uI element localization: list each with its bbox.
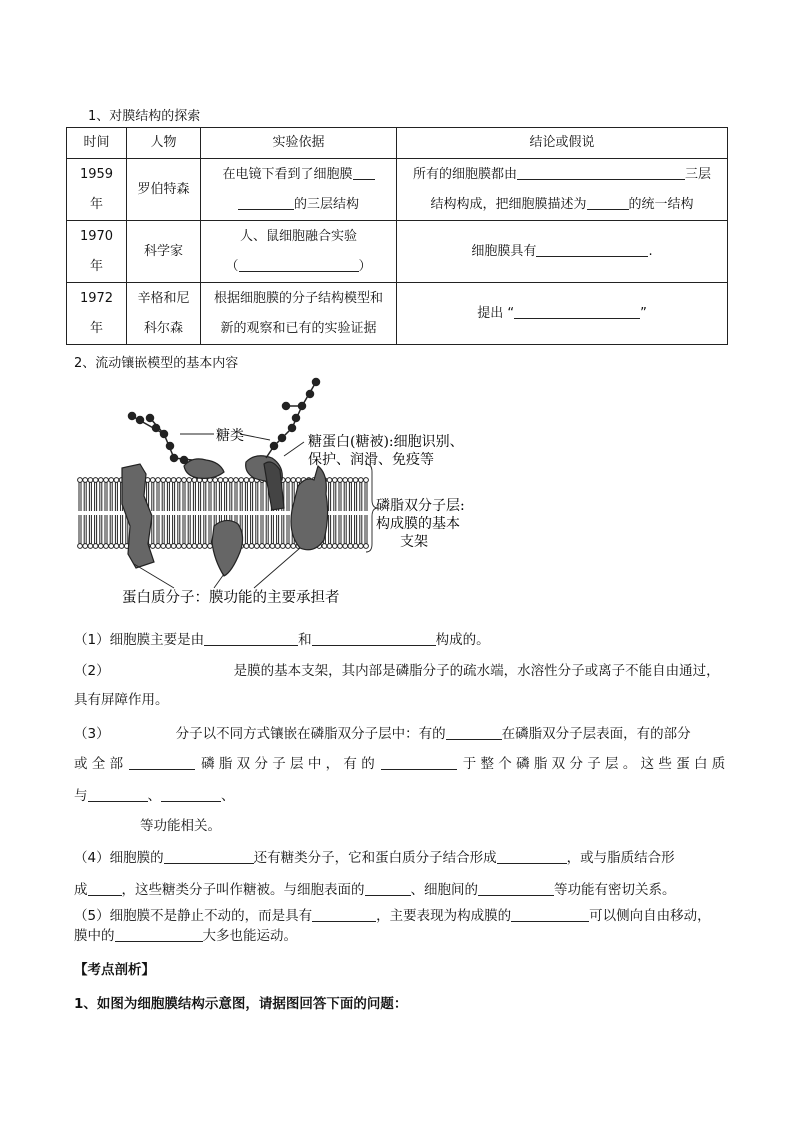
- lipid-head: [109, 478, 114, 483]
- cell-person: 罗伯特森: [127, 159, 201, 221]
- cell-evidence: [201, 159, 397, 221]
- conclusion-text: 提出 “: [477, 305, 515, 321]
- question-2: [74, 659, 720, 679]
- lipid-head: [109, 544, 114, 549]
- lipid-tail: [199, 515, 201, 544]
- blank: [238, 195, 294, 210]
- lipid-head: [150, 544, 155, 549]
- blank: [446, 725, 502, 740]
- lipid-head: [171, 544, 176, 549]
- lipid-tail: [365, 482, 367, 511]
- lipid-tail: [261, 515, 263, 544]
- blank: [381, 755, 457, 770]
- lipid-head: [83, 544, 88, 549]
- q-text: 分子以不同方式镶嵌在磷脂双分子层中：有的: [175, 726, 446, 742]
- q-text: ，主要表现为构成膜的: [376, 908, 512, 924]
- q-text: 、: [147, 788, 161, 804]
- lipid-head: [208, 544, 213, 549]
- lipid-head: [218, 478, 223, 483]
- lipid-tail: [100, 515, 102, 544]
- lipid-head: [296, 478, 301, 483]
- lipid-head: [156, 478, 161, 483]
- lipid-head: [260, 544, 265, 549]
- blank: [536, 242, 648, 257]
- lipid-tail: [204, 482, 206, 511]
- blank: [478, 881, 554, 896]
- lipid-head: [343, 478, 348, 483]
- lipid-tail: [287, 515, 289, 544]
- lipid-head: [322, 544, 327, 549]
- q-text: 大多也能运动。: [202, 928, 297, 944]
- question-4: [74, 846, 675, 866]
- blank: [239, 257, 359, 272]
- lipid-head: [338, 478, 343, 483]
- lipid-head: [364, 544, 369, 549]
- header-person: 人物: [127, 128, 201, 159]
- lipid-tail: [115, 482, 117, 511]
- lipid-head: [104, 478, 109, 483]
- label-protein: 蛋白质分子：膜功能的主要承担者: [122, 590, 340, 606]
- lipid-tail: [183, 482, 185, 511]
- lipid-tail: [79, 515, 81, 544]
- lipid-tail: [334, 482, 336, 511]
- lipid-tail: [209, 482, 211, 511]
- cell-person: [127, 283, 201, 345]
- evidence-text: 在电镜下看到了细胞膜: [222, 166, 353, 182]
- lipid-tail: [360, 482, 362, 511]
- lipid-head: [202, 544, 207, 549]
- q-text: （5）细胞膜不是静止不动的，而是具有: [74, 908, 313, 924]
- lipid-tail: [282, 515, 284, 544]
- lipid-head: [239, 478, 244, 483]
- protein-transmembrane-left: [122, 464, 154, 568]
- evidence-text: 人、鼠细胞融合实验: [239, 228, 357, 244]
- q-text: 与: [74, 788, 88, 804]
- q-text: 等功能有密切关系。: [554, 882, 676, 898]
- lipid-tail: [89, 482, 91, 511]
- q-text: 构成的。: [435, 632, 490, 648]
- blank: [129, 755, 195, 770]
- lipid-tail: [209, 515, 211, 544]
- lipid-head: [280, 544, 285, 549]
- evidence-text: 根据细胞膜的分子结构模型和: [213, 290, 383, 306]
- lipid-tail: [105, 515, 107, 544]
- question-1: [74, 628, 490, 648]
- lipid-tail: [365, 515, 367, 544]
- blank: [517, 165, 685, 180]
- blank: [204, 631, 298, 646]
- sugar-chain-left: [129, 413, 193, 464]
- lipid-tail: [178, 515, 180, 544]
- lipid-tail: [183, 515, 185, 544]
- conclusion-text: 三层: [685, 166, 712, 182]
- lipid-head: [104, 544, 109, 549]
- lipid-head: [150, 478, 155, 483]
- label-sugar: 糖类: [216, 428, 244, 444]
- question-5: [74, 904, 711, 924]
- lipid-head: [182, 478, 187, 483]
- lipid-head: [171, 478, 176, 483]
- lipid-head: [187, 478, 192, 483]
- lipid-tail: [344, 482, 346, 511]
- blank: [511, 907, 589, 922]
- lipid-head: [286, 544, 291, 549]
- lipid-head: [228, 478, 233, 483]
- lipid-head: [353, 544, 358, 549]
- evidence-text: 的三层结构: [293, 196, 359, 212]
- lipid-tail: [173, 482, 175, 511]
- lipid-tail: [115, 515, 117, 544]
- blank: [497, 849, 567, 864]
- lipid-tail: [162, 515, 164, 544]
- question-4-line2: [74, 878, 676, 898]
- question-3: [74, 722, 691, 742]
- lipid-tail: [95, 482, 97, 511]
- conclusion-text: 的统一结构: [628, 196, 694, 212]
- lipid-head: [244, 544, 249, 549]
- lipid-head: [338, 544, 343, 549]
- lipid-head: [166, 544, 171, 549]
- lipid-tail: [167, 515, 169, 544]
- question-5-line2: [74, 924, 297, 944]
- q-text: （1）细胞膜主要是由: [74, 632, 205, 648]
- lipid-tail: [193, 482, 195, 511]
- lipid-tail: [271, 515, 273, 544]
- lipid-head: [176, 544, 181, 549]
- q-text: 还有糖类分子，它和蛋白质分子结合形成: [253, 850, 497, 866]
- q-text: （2）: [74, 663, 110, 679]
- lipid-head: [182, 544, 187, 549]
- protein-surface-small: [184, 459, 224, 479]
- lipid-tail: [245, 482, 247, 511]
- lipid-tail: [355, 482, 357, 511]
- analysis-title: 【考点剖析】: [74, 962, 155, 978]
- blank: [164, 849, 254, 864]
- lipid-head: [156, 544, 161, 549]
- table-header-row: [67, 128, 728, 159]
- q-text: （3）: [74, 726, 110, 742]
- lipid-tail: [240, 482, 242, 511]
- evidence-text: 新的观察和已有的实验证据: [220, 320, 377, 336]
- q-text: 于 整 个 磷 脂 双 分 子 层 。 这 些 蛋 白 质: [462, 756, 726, 772]
- lipid-tail: [339, 515, 341, 544]
- lipid-tail: [79, 482, 81, 511]
- lipid-head: [93, 544, 98, 549]
- blank: [88, 881, 122, 896]
- q-text: 在磷脂双分子层表面，有的部分: [501, 726, 691, 742]
- lipid-tail: [355, 515, 357, 544]
- person-line: 辛格和尼: [137, 290, 190, 306]
- lipid-tail: [89, 515, 91, 544]
- lipid-head: [275, 544, 280, 549]
- lipid-tail: [188, 482, 190, 511]
- lipid-head: [192, 544, 197, 549]
- table-row: [67, 159, 728, 221]
- cell-conclusion: [397, 159, 728, 221]
- section-title-membrane-exploration: 1、对膜结构的探索: [88, 109, 201, 124]
- lipid-head: [244, 478, 249, 483]
- lipid-tail: [173, 515, 175, 544]
- lipid-tail: [214, 482, 216, 511]
- lipid-head: [254, 544, 259, 549]
- lipid-tail: [157, 515, 159, 544]
- lipid-tail: [277, 515, 279, 544]
- lipid-head: [332, 478, 337, 483]
- lipid-tail: [334, 515, 336, 544]
- lipid-tail: [349, 482, 351, 511]
- exploration-table: [66, 127, 728, 345]
- lipid-head: [332, 544, 337, 549]
- lipid-tail: [251, 515, 253, 544]
- lipid-head: [161, 478, 166, 483]
- lipid-tail: [344, 515, 346, 544]
- protein-inner: [212, 520, 243, 576]
- label-glycoprotein-1: 糖蛋白(糖被):细胞识别、: [308, 434, 464, 450]
- lipid-head: [327, 544, 332, 549]
- q-text: 成: [74, 882, 88, 898]
- lipid-tail: [339, 482, 341, 511]
- q-text: 膜中的: [74, 928, 115, 944]
- lipid-head: [348, 478, 353, 483]
- lipid-head: [88, 478, 93, 483]
- lipid-head: [114, 478, 119, 483]
- table-row: [67, 221, 728, 283]
- lipid-tail: [225, 482, 227, 511]
- q-text: （4）细胞膜的: [74, 850, 164, 866]
- label-glycoprotein-2: 保护、润滑、免疫等: [308, 452, 434, 468]
- cell-evidence: [201, 221, 397, 283]
- lipid-tail: [360, 515, 362, 544]
- header-evidence: 实验依据: [201, 128, 397, 159]
- lipid-head: [166, 478, 171, 483]
- blank: [312, 631, 436, 646]
- lipid-tail: [95, 515, 97, 544]
- analysis-question-1: [74, 992, 407, 1012]
- q-text: 、细胞间的: [410, 882, 478, 898]
- lipid-tail: [256, 482, 258, 511]
- cell-person: 科学家: [127, 221, 201, 283]
- paren-close: ）: [358, 258, 372, 274]
- lipid-tail: [261, 482, 263, 511]
- lipid-head: [265, 544, 270, 549]
- lipid-head: [291, 544, 296, 549]
- header-conclusion: 结论或假说: [397, 128, 728, 159]
- lipid-tail: [110, 515, 112, 544]
- paren-open: （: [225, 258, 239, 274]
- lipid-head: [176, 478, 181, 483]
- lipid-head: [213, 478, 218, 483]
- lipid-head: [78, 478, 83, 483]
- label-lipid-2: 构成膜的基本: [376, 516, 460, 532]
- blank: [365, 881, 411, 896]
- lipid-tail: [188, 515, 190, 544]
- period: .: [648, 243, 653, 259]
- blank: [353, 165, 375, 180]
- q-text: 可以侧向自由移动，: [589, 908, 711, 924]
- lipid-tail: [84, 482, 86, 511]
- lipid-head: [358, 544, 363, 549]
- q-text: 和: [298, 632, 312, 648]
- conclusion-text: 结构构成，把细胞膜描述为: [430, 196, 587, 212]
- lipid-head: [161, 544, 166, 549]
- lipid-tail: [100, 482, 102, 511]
- blank: [88, 787, 148, 802]
- blank: [514, 304, 640, 319]
- lipid-tail: [110, 482, 112, 511]
- table-row: [67, 283, 728, 345]
- person-line: 科尔森: [143, 320, 183, 336]
- question-3-line2: [74, 752, 725, 772]
- lipid-tail: [266, 515, 268, 544]
- lipid-tail: [287, 482, 289, 511]
- q-text: 、: [221, 788, 235, 804]
- lipid-tail: [84, 515, 86, 544]
- q-text: 是膜的基本支架，其内部是磷脂分子的疏水端，水溶性分子或离子不能自由通过，: [233, 663, 720, 679]
- lipid-tail: [329, 515, 331, 544]
- lipid-head: [98, 544, 103, 549]
- lipid-head: [192, 478, 197, 483]
- lipid-tail: [256, 515, 258, 544]
- blank: [115, 927, 203, 942]
- lipid-tail: [251, 482, 253, 511]
- quote-close: ”: [640, 305, 647, 321]
- label-lipid-3: 支架: [400, 534, 428, 550]
- lipid-head: [119, 544, 124, 549]
- lipid-head: [364, 478, 369, 483]
- blank: [161, 787, 221, 802]
- blank: [312, 907, 376, 922]
- conclusion-text: 所有的细胞膜都由: [412, 166, 517, 182]
- lipid-head: [291, 478, 296, 483]
- cell-conclusion: [397, 221, 728, 283]
- lipid-head: [114, 544, 119, 549]
- lipid-head: [197, 544, 202, 549]
- cell-conclusion: [397, 283, 728, 345]
- lipid-head: [88, 544, 93, 549]
- lipid-tail: [329, 482, 331, 511]
- lipid-tail: [349, 515, 351, 544]
- question-3-line4: 等功能相关。: [140, 818, 221, 834]
- header-time: 时间: [67, 128, 127, 159]
- q-text: 磷 脂 双 分 子 层 中 ， 有 的: [201, 756, 375, 772]
- lipid-tail: [245, 515, 247, 544]
- membrane-diagram: [74, 376, 504, 612]
- lipid-head: [249, 544, 254, 549]
- lipid-tail: [219, 482, 221, 511]
- q-text: 或 全 部: [74, 756, 124, 772]
- lipid-head: [358, 478, 363, 483]
- lipid-tail: [199, 482, 201, 511]
- lipid-tail: [157, 482, 159, 511]
- blank: [587, 195, 629, 210]
- lipid-head: [353, 478, 358, 483]
- lipid-head: [327, 478, 332, 483]
- lipid-head: [348, 544, 353, 549]
- lipid-tail: [162, 482, 164, 511]
- lipid-tail: [152, 482, 154, 511]
- lipid-tail: [204, 515, 206, 544]
- q-text: ，这些糖类分子叫作糖被。与细胞表面的: [121, 882, 365, 898]
- lipid-head: [78, 544, 83, 549]
- question-2-cont: 具有屏障作用。: [74, 692, 169, 708]
- lipid-tail: [167, 482, 169, 511]
- lipid-tail: [193, 515, 195, 544]
- cell-time: 1972 年: [67, 283, 127, 345]
- lipid-head: [98, 478, 103, 483]
- lipid-head: [234, 478, 239, 483]
- lipid-head: [249, 478, 254, 483]
- lipid-tail: [235, 482, 237, 511]
- lipid-head: [286, 478, 291, 483]
- cell-time: 1970 年: [67, 221, 127, 283]
- lipid-tail: [230, 482, 232, 511]
- lipid-head: [270, 544, 275, 549]
- q-text: ，或与脂质结合形: [566, 850, 675, 866]
- lipid-head: [93, 478, 98, 483]
- lipid-tail: [121, 515, 123, 544]
- label-lipid-1: 磷脂双分子层:: [376, 498, 465, 514]
- conclusion-text: 细胞膜具有: [471, 243, 537, 259]
- cell-evidence: [201, 283, 397, 345]
- lipid-tail: [105, 482, 107, 511]
- lipid-tail: [178, 482, 180, 511]
- section-title-fluid-mosaic: 2、流动镶嵌模型的基本内容: [74, 356, 239, 371]
- lipid-head: [343, 544, 348, 549]
- cell-time: 1959 年: [67, 159, 127, 221]
- question-3-line3: [74, 784, 235, 804]
- lipid-head: [187, 544, 192, 549]
- lipid-head: [83, 478, 88, 483]
- lipid-head: [223, 478, 228, 483]
- q-text: 1、如图为细胞膜结构示意图，请据图回答下面的问题：: [74, 996, 408, 1012]
